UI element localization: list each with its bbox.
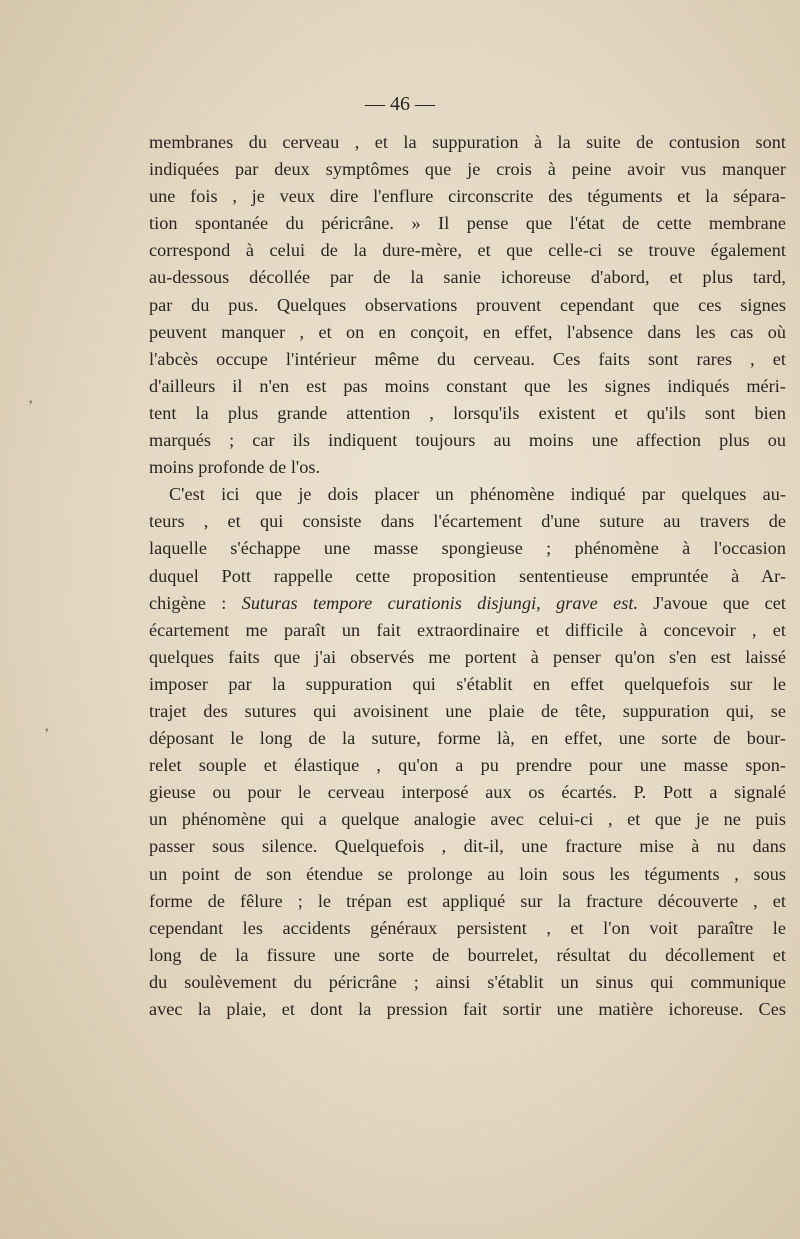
text-line: C'est ici que je dois placer un phénomène indiqué par quelques au- bbox=[169, 484, 786, 505]
text-line: membranes du cerveau , et la suppuration à la suite de contusion sont bbox=[149, 132, 786, 152]
text-line: tion spontanée du péricrâne. » Il pense que l'état de cette membrane bbox=[149, 213, 786, 234]
text-line: au-dessous décollée par de la sanie ichoreuse d'abord, et plus tard, bbox=[149, 267, 786, 288]
text-line: teurs , et qui consiste dans l'écartement d'une suture au travers de bbox=[149, 511, 786, 532]
latin-quotation: Suturas tempore curationis disjungi, grave est. bbox=[241, 592, 639, 613]
text-line: duquel Pott rappelle cette proposition sententieuse empruntée à Ar- bbox=[149, 565, 786, 586]
text-line: peuvent manquer , et on en conçoit, en effet, l'absence dans les cas où bbox=[149, 321, 786, 342]
text-line: avec la plaie, et dont la pression fait sortir une matière ichoreuse. Ces bbox=[149, 999, 786, 1019]
text-line: un phénomène qui a quelque analogie avec celui-ci , et que je ne puis bbox=[149, 809, 786, 830]
text-line: trajet des sutures qui avoisinent une plaie de tête, suppuration qui, se bbox=[149, 700, 786, 721]
paragraph-1 bbox=[149, 129, 786, 481]
text-line: marqués ; car ils indiquent toujours au moins une affection plus ou bbox=[149, 430, 786, 451]
paragraph-2 bbox=[149, 481, 786, 1023]
quote-lead: chigène : bbox=[149, 592, 242, 613]
quote-tail: J'avoue que cet bbox=[638, 592, 786, 613]
text-line: imposer par la suppuration qui s'établit en effet quelquefois sur le bbox=[149, 673, 786, 694]
text-line: correspond à celui de la dure-mère, et que celle-ci se trouve également bbox=[149, 240, 786, 261]
text-line: d'ailleurs il n'en est pas moins constant que les signes indiqués méri- bbox=[149, 375, 786, 396]
text-line: un point de son étendue se prolonge au loin sous les téguments , sous bbox=[149, 863, 786, 884]
margin-mark: ʼ bbox=[28, 398, 34, 415]
text-line: relet souple et élastique , qu'on a pu prendre pour une masse spon- bbox=[149, 755, 786, 776]
text-line: écartement me paraît un fait extraordinaire et difficile à concevoir , et bbox=[149, 619, 786, 640]
text-line: tent la plus grande attention , lorsqu'ils existent et qu'ils sont bien bbox=[149, 402, 786, 423]
text-line: une fois , je veux dire l'enflure circonscrite des téguments et la sépara- bbox=[149, 186, 786, 207]
text-line: cependant les accidents généraux persistent , et l'on voit paraître le bbox=[149, 917, 786, 938]
text-line: laquelle s'échappe une masse spongieuse ; phénomène à l'occasion bbox=[149, 538, 786, 559]
text-line: quelques faits que j'ai observés me portent à penser qu'on s'en est laissé bbox=[149, 646, 786, 667]
body-text bbox=[149, 129, 786, 1023]
text-line: gieuse ou pour le cerveau interposé aux os écartés. P. Pott a signalé bbox=[149, 782, 786, 803]
text-line: indiquées par deux symptômes que je crois à peine avoir vus manquer bbox=[149, 159, 786, 180]
text-line-with-quote bbox=[149, 590, 786, 617]
text-line: l'abcès occupe l'intérieur même du cerveau. Ces faits sont rares , et bbox=[149, 348, 786, 369]
margin-mark: ʼ bbox=[44, 726, 50, 743]
text-line: moins profonde de l'os. bbox=[149, 457, 321, 478]
text-line: long de la fissure une sorte de bourrelet, résultat du décollement et bbox=[149, 944, 786, 965]
text-line: par du pus. Quelques observations prouvent cependant que ces signes bbox=[149, 294, 786, 315]
text-line: forme de fêlure ; le trépan est appliqué sur la fracture découverte , et bbox=[149, 890, 786, 911]
text-line: du soulèvement du péricrâne ; ainsi s'établit un sinus qui communique bbox=[149, 971, 786, 992]
text-line: déposant le long de la suture, forme là, en effet, une sorte de bour- bbox=[149, 728, 786, 749]
text-line: passer sous silence. Quelquefois , dit-il, une fracture mise à nu dans bbox=[149, 836, 786, 857]
page-number: — 46 — bbox=[365, 93, 435, 115]
